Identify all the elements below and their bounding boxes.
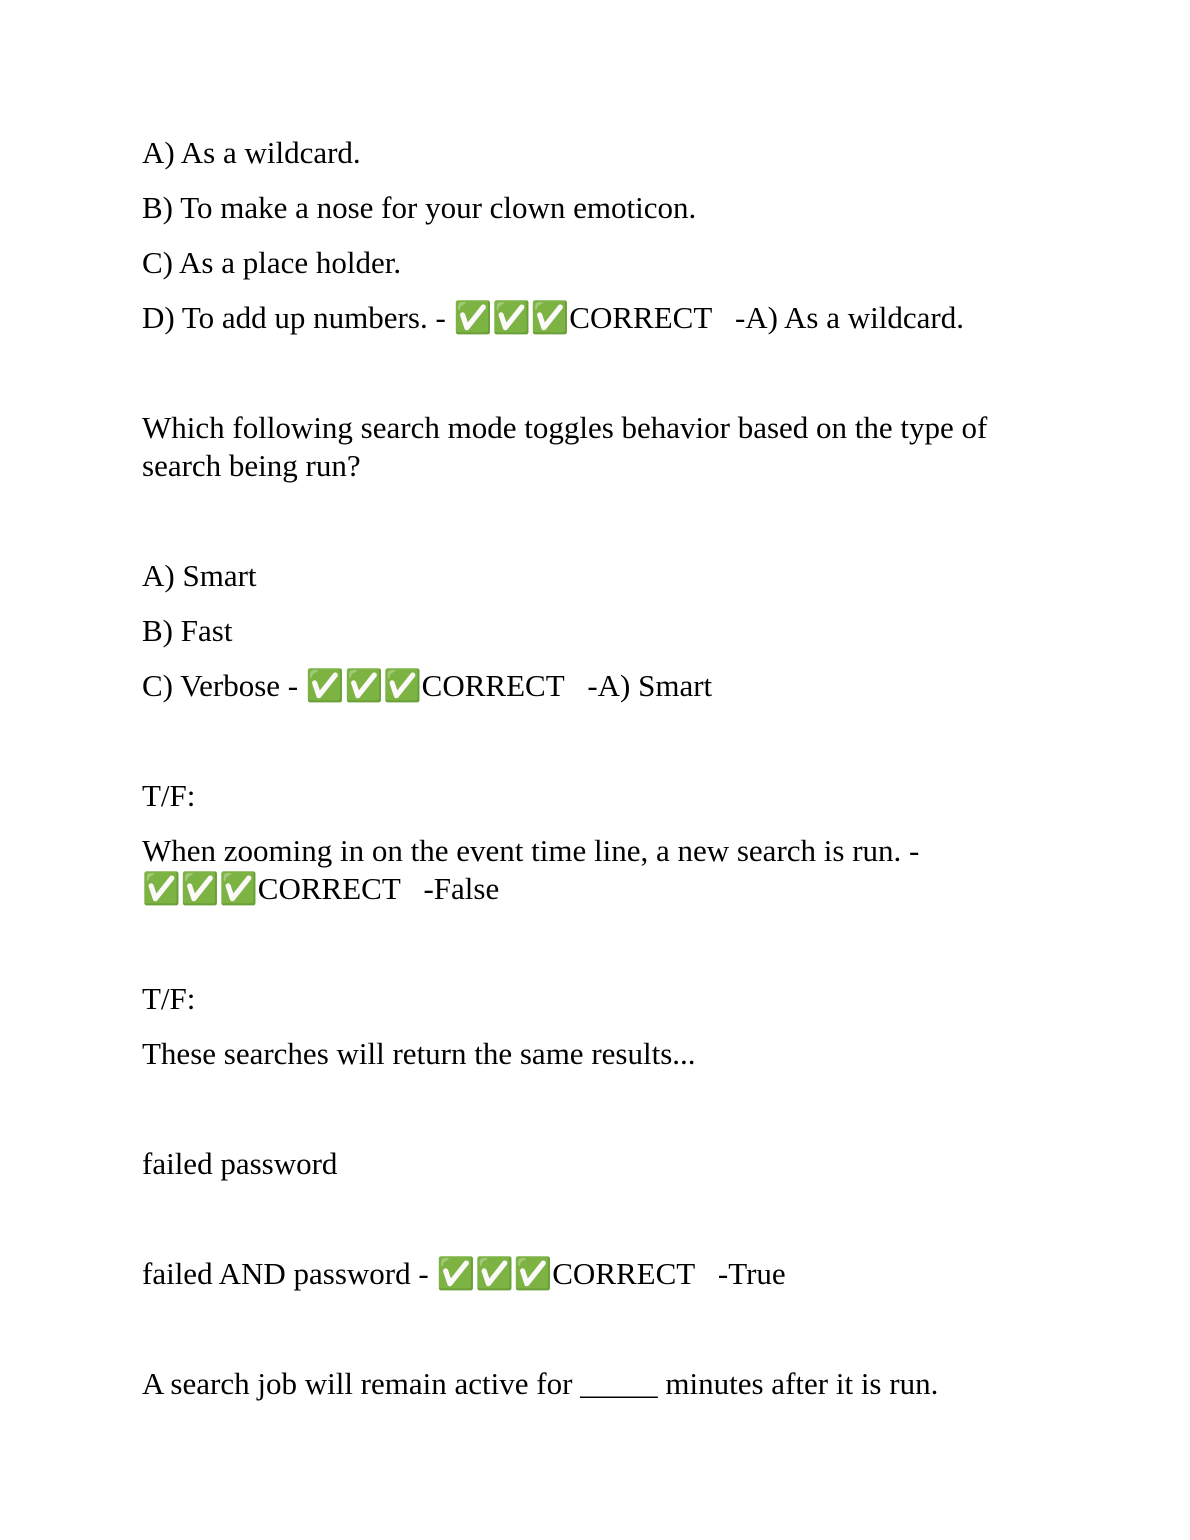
option-a-wildcard: A) As a wildcard. bbox=[142, 135, 361, 170]
blank-line bbox=[142, 502, 1046, 540]
tf-statement-zooming-with-answer bbox=[142, 832, 1046, 908]
answer-text: -A) As a wildcard. bbox=[711, 300, 964, 335]
correct-marker: ✅✅✅CORRECT bbox=[436, 1256, 695, 1291]
option-b-fast: B) Fast bbox=[142, 613, 233, 648]
search-term-failed-and-password-with-answer bbox=[142, 1255, 1046, 1293]
tf-label-2: T/F: bbox=[142, 981, 196, 1016]
option-d-with-answer bbox=[142, 299, 1046, 337]
blank-line bbox=[142, 1090, 1046, 1128]
correct-marker: ✅✅✅CORRECT bbox=[305, 668, 565, 703]
option-text: D) To add up numbers. - bbox=[142, 300, 454, 335]
answer-text: -False bbox=[400, 871, 500, 906]
option-a-smart: A) Smart bbox=[142, 558, 257, 593]
statement-text: failed AND password - bbox=[142, 1256, 437, 1291]
tf-statement-same-results: These searches will return the same results... bbox=[142, 1036, 696, 1071]
correct-marker: ✅✅✅CORRECT bbox=[453, 300, 712, 335]
question-search-job-blank: A search job will remain active for _____ minutes after it is run. bbox=[142, 1366, 939, 1401]
search-term-failed-password: failed password bbox=[142, 1146, 338, 1181]
question-search-mode: Which following search mode toggles behavior based on the type of search being run? bbox=[142, 410, 996, 483]
tf-label-1: T/F: bbox=[142, 778, 196, 813]
blank-line bbox=[142, 925, 1046, 963]
option-text: C) Verbose - bbox=[142, 668, 306, 703]
blank-line bbox=[142, 1200, 1046, 1238]
answer-text: -A) Smart bbox=[564, 668, 713, 703]
correct-marker: ✅✅✅CORRECT bbox=[142, 871, 401, 906]
statement-text: When zooming in on the event time line, a new search is run. - bbox=[142, 833, 928, 868]
option-c-placeholder: C) As a place holder. bbox=[142, 245, 402, 280]
blank-line bbox=[142, 722, 1046, 760]
answer-text: -True bbox=[694, 1256, 786, 1291]
blank-line bbox=[142, 354, 1046, 392]
option-c-verbose-with-answer bbox=[142, 667, 1046, 705]
blank-line bbox=[142, 1310, 1046, 1348]
option-b-clown: B) To make a nose for your clown emoticon. bbox=[142, 190, 697, 225]
